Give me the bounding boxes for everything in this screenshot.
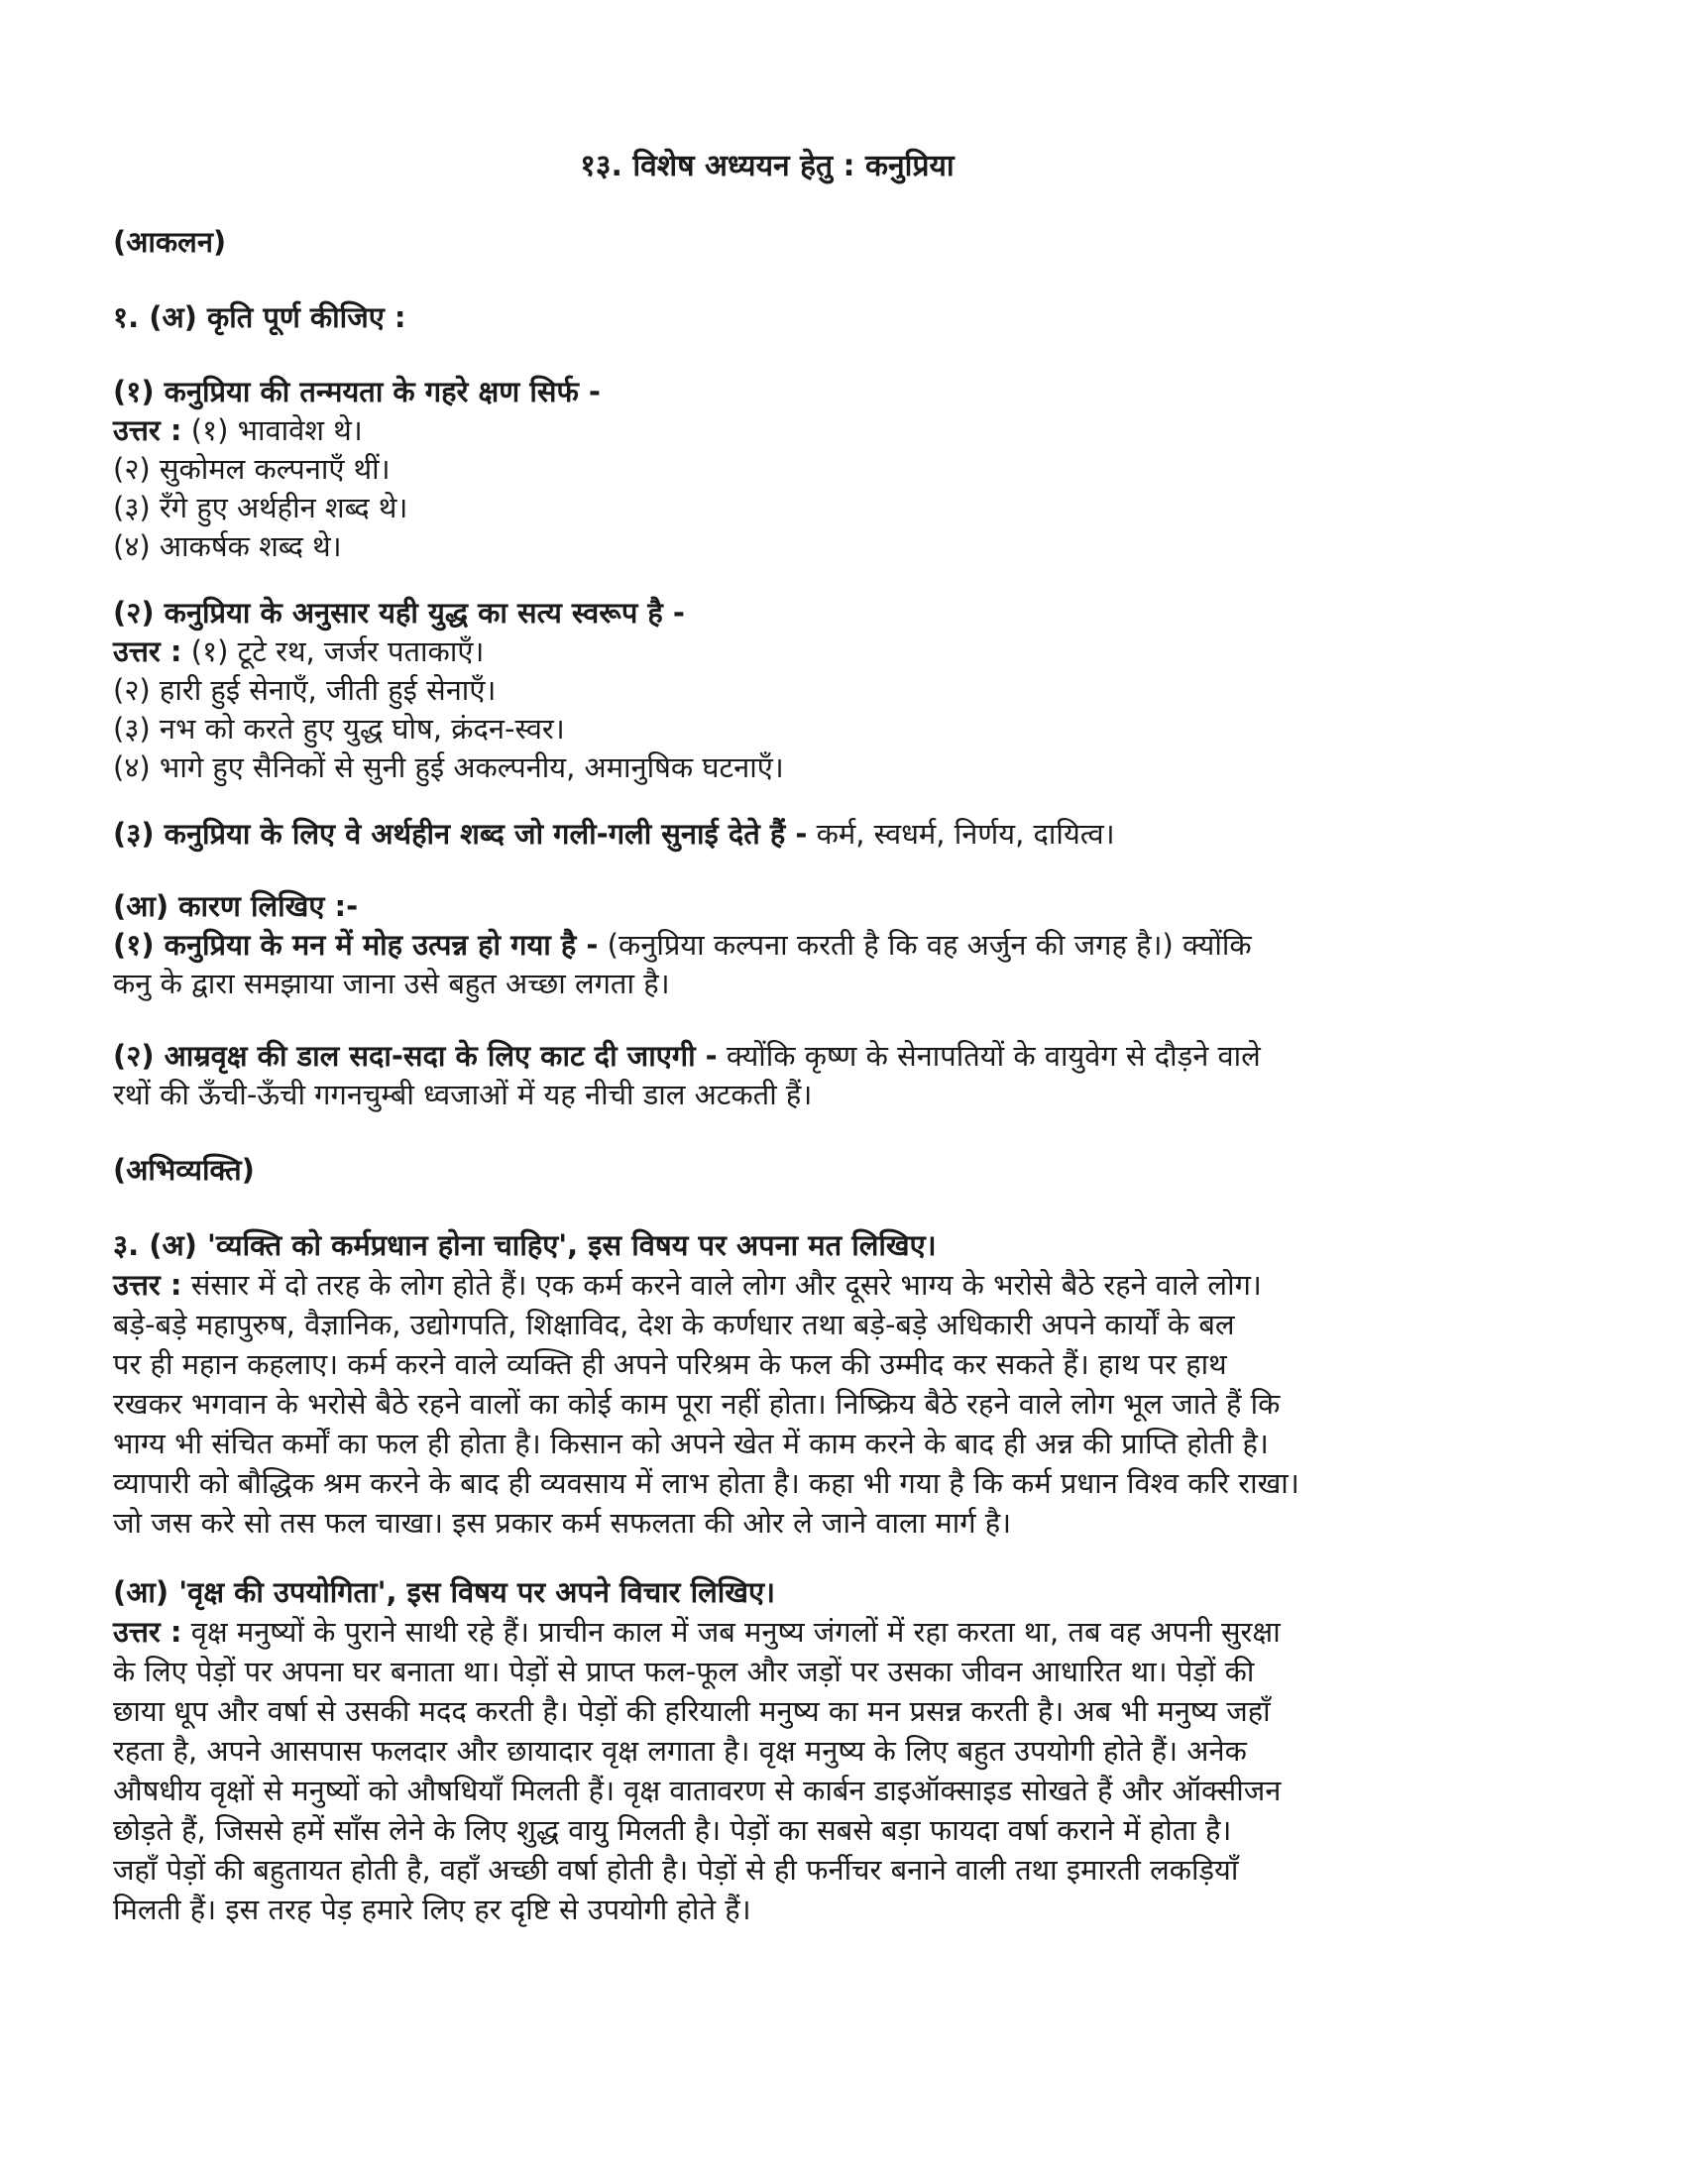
section-heading-aakalan: (आकलन) — [113, 225, 227, 259]
answer-line — [113, 411, 1402, 450]
answer-line — [113, 1612, 1402, 1652]
question-text: (३) कनुप्रिया के लिए वे अर्थहीन शब्द जो गली-गली सुनाई देते हैं - — [113, 817, 808, 851]
question-text: (१) कनुप्रिया के मन में मोह उत्पन्न हो गया है - — [113, 928, 599, 962]
question-text: (२) कनुप्रिया के अनुसार यही युद्ध का सत्य स्वरूप है - — [113, 596, 685, 630]
answer-item: (३) नभ को करते हुए युद्ध घोष, क्रंदन-स्वर। — [113, 712, 565, 746]
answer-item: (४) भागे हुए सैनिकों से सुनी हुई अकल्पनीय, अमानुषिक घटनाएँ। — [113, 750, 784, 784]
answer-line — [113, 1265, 1402, 1305]
answer-text: कनु के द्वारा समझाया जाना उसे बहुत अच्छा लगता है। — [113, 967, 670, 1000]
answer-text: छोड़ते हैं, जिससे हमें साँस लेने के लिए शुद्ध वायु मिलती है। पेड़ों का सबसे बड़ा फायदा वर्षा कराने में होता है। — [113, 1813, 1232, 1847]
question-3-aa-block — [113, 1572, 1402, 1929]
section-heading-abhivyakti: (अभिव्यक्ति) — [113, 1153, 255, 1187]
answer-text: भाग्य भी संचित कर्मों का फल ही होता है। किसान को अपने खेत में काम करने के बाद ही अन्न की प्राप्ति होती है। — [113, 1427, 1269, 1460]
answer-label: उत्तर : — [113, 1615, 182, 1649]
answer-item: (२) सुकोमल कल्पनाएँ थीं। — [113, 452, 391, 486]
answer-text: कर्म, स्वधर्म, निर्णय, दायित्व। — [807, 817, 1115, 851]
answer-text: बड़े-बड़े महापुरुष, वैज्ञानिक, उद्योगपति, शिक्षाविद, देश के कर्णधार तथा बड़े-बड़े अधिकारी अपने कार्यों के बल — [113, 1308, 1235, 1341]
answer-text: छाया धूप और वर्षा से उसकी मदद करती है। पेड़ों की हरियाली मनुष्य का मन प्रसन्न करती है। अब भी मनुष्य जहाँ — [113, 1694, 1271, 1728]
question-answer-line — [113, 1037, 1402, 1076]
question-answer-line — [113, 815, 1402, 854]
answer-text: मिलती हैं। इस तरह पेड़ हमारे लिए हर दृष्टि से उपयोगी होते हैं। — [113, 1893, 751, 1926]
question-1-aa-2-block — [113, 1037, 1402, 1114]
subsection-heading: (आ) कारण लिखिए :- — [113, 889, 359, 923]
question-3-a-block — [113, 1225, 1402, 1543]
question-1-heading: १. (अ) कृति पूर्ण कीजिए : — [113, 300, 406, 334]
question-answer-line — [113, 926, 1402, 965]
answer-label: उत्तर : — [113, 634, 182, 668]
cut-off-text-fragment — [113, 2100, 509, 2110]
answer-line — [113, 632, 1402, 671]
answer-text: जो जस करे सो तस फल चाखा। इस प्रकार कर्म सफलता की ओर ले जाने वाला मार्ग है। — [113, 1506, 1012, 1540]
answer-item: (३) रँगे हुए अर्थहीन शब्द थे। — [113, 491, 408, 524]
question-text: (२) आम्रवृक्ष की डाल सदा-सदा के लिए काट दी जाएगी - — [113, 1039, 718, 1073]
answer-text: जहाँ पेड़ों की बहुतायत होती है, वहाँ अच्छी वर्षा होती है। पेड़ों से ही फर्नीचर बनाने वाली तथा इमारती लकड़ियाँ — [113, 1853, 1239, 1887]
answer-item: (१) टूटे रथ, जर्जर पताकाएँ। — [190, 634, 485, 668]
question-1-3-block — [113, 815, 1402, 854]
answer-text: पर ही महान कहलाए। कर्म करने वाले व्यक्ति ही अपने परिश्रम के फल की उम्मीद कर सकते हैं। हाथ पर हाथ — [113, 1347, 1227, 1381]
answer-item: (४) आकर्षक शब्द थे। — [113, 529, 342, 563]
page-content — [113, 147, 1402, 1957]
answer-text: औषधीय वृक्षों से मनुष्यों को औषधियाँ मिलती हैं। वृक्ष वातावरण से कार्बन डाइऑक्साइड सोखते हैं और ऑक्सीजन — [113, 1774, 1282, 1807]
answer-text: संसार में दो तरह के लोग होते हैं। एक कर्म करने वाले लोग और दूसरे भाग्य के भरोसे बैठे रहने वाले लोग। — [181, 1268, 1262, 1302]
answer-text: रहता है, अपने आसपास फलदार और छायादार वृक्ष लगाता है। वृक्ष मनुष्य के लिए बहुत उपयोगी होते हैं। अनेक — [113, 1734, 1247, 1768]
answer-label: उत्तर : — [113, 413, 182, 447]
answer-text: व्यापारी को बौद्धिक श्रम करने के बाद ही व्यवसाय में लाभ होता है। कहा भी गया है कि कर्म प्रधान विश्व करि राखा। — [113, 1466, 1299, 1500]
question-1-2-block — [113, 594, 1402, 787]
answer-text: (कनुप्रिया कल्पना करती है कि वह अर्जुन की जगह है।) क्योंकि — [598, 928, 1252, 962]
question-1-1-block — [113, 373, 1402, 566]
answer-text: क्योंकि कृष्ण के सेनापतियों के वायुवेग से दौड़ने वाले — [717, 1039, 1261, 1073]
answer-text: रखकर भगवान के भरोसे बैठे रहने वालों का कोई काम पूरा नहीं होता। निष्क्रिय बैठे रहने वाले लोग भूल जाते हैं कि — [113, 1387, 1281, 1421]
question-text: ३. (अ) 'व्यक्ति को कर्मप्रधान होना चाहिए', इस विषय पर अपना मत लिखिए। — [113, 1228, 937, 1262]
answer-text: रथों की ऊँची-ऊँची गगनचुम्बी ध्वजाओं में यह नीची डाल अटकती हैं। — [113, 1078, 813, 1111]
answer-item: (२) हारी हुई सेनाएँ, जीती हुई सेनाएँ। — [113, 673, 497, 707]
answer-text: वृक्ष मनुष्यों के पुराने साथी रहे हैं। प्राचीन काल में जब मनुष्य जंगलों में रहा करता था, तब वह अपनी सुरक्षा — [181, 1615, 1281, 1649]
question-1-aa-block — [113, 887, 1402, 1003]
question-text: (१) कनुप्रिया की तन्मयता के गहरे क्षण सिर्फ - — [113, 375, 601, 408]
answer-text: के लिए पेड़ों पर अपना घर बनाता था। पेड़ों से प्राप्त फल-फूल और जड़ों पर उसका जीवन आधारित था। पेड़ों की — [113, 1655, 1255, 1688]
answer-label: उत्तर : — [113, 1268, 182, 1302]
page-title: १३. विशेष अध्ययन हेतु : कनुप्रिया — [580, 149, 955, 183]
question-text: (आ) 'वृक्ष की उपयोगिता', इस विषय पर अपने विचार लिखिए। — [113, 1575, 776, 1609]
answer-item: (१) भावावेश थे। — [190, 413, 363, 447]
